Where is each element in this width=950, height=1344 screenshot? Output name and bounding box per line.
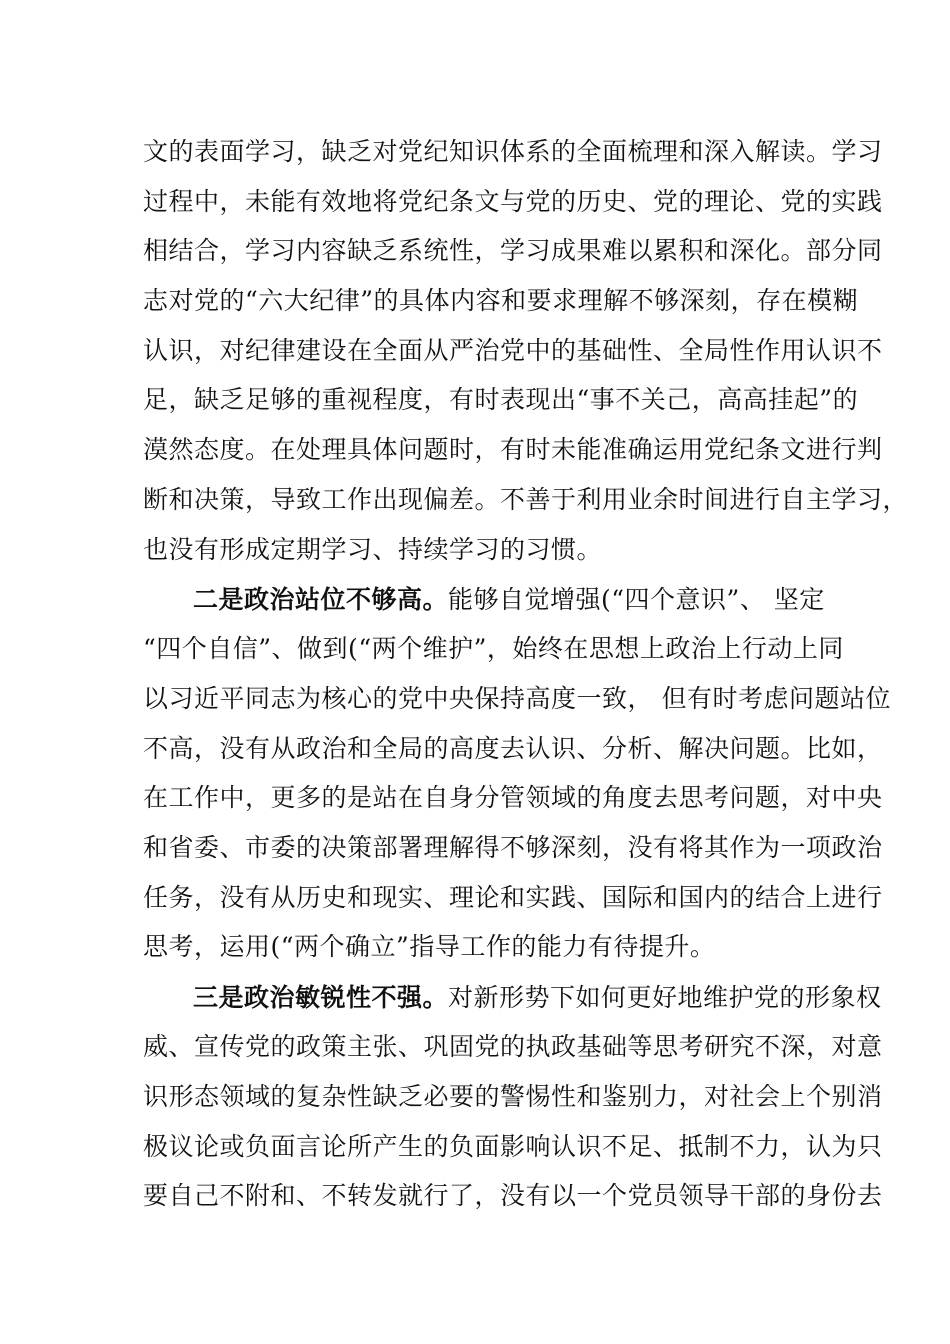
paragraph-2-line-4: 不高，没有从政治和全局的高度去认识、分析、解决问题。比如， xyxy=(143,734,883,763)
paragraph-3-line-4: 极议论或负面言论所产生的负面影响认识不足、抵制不力，认为只 xyxy=(143,1132,883,1161)
paragraph-1-line-3: 相结合，学习内容缺乏系统性，学习成果难以累积和深化。部分同 xyxy=(143,236,883,265)
paragraph-2-line-6: 和省委、市委的决策部署理解得不够深刻，没有将其作为一项政治 xyxy=(143,833,883,862)
paragraph-2-first-line xyxy=(193,584,825,616)
paragraph-1-line-1: 文的表面学习，缺乏对党纪知识体系的全面梳理和深入解读。学习 xyxy=(143,137,883,166)
paragraph-3-line-2: 威、宣传党的政策主张、巩固党的执政基础等思考研究不深，对意 xyxy=(143,1032,883,1061)
paragraph-2-first-line-text: 能够自觉增强(“四个意识”、 坚定 xyxy=(448,585,825,614)
paragraph-3-first-line-text: 对新形势下如何更好地维护党的形象权 xyxy=(448,983,882,1012)
paragraph-1-line-5: 认识，对纪律建设在全面从严治党中的基础性、全局性作用认识不 xyxy=(143,336,883,365)
paragraph-1-line-9: 也没有形成定期学习、持续学习的习惯。 xyxy=(143,535,603,564)
paragraph-2-line-2: “四个自信”、做到(“两个维护”，始终在思想上政治上行动上同 xyxy=(143,634,844,663)
paragraph-3-first-line xyxy=(193,982,882,1014)
paragraph-1-line-2: 过程中，未能有效地将党纪条文与党的历史、党的理论、党的实践 xyxy=(143,187,883,216)
paragraph-1-line-7: 漠然态度。在处理具体问题时，有时未能准确运用党纪条文进行判 xyxy=(143,435,883,464)
paragraph-3-line-5: 要自己不附和、不转发就行了，没有以一个党员领导干部的身份去 xyxy=(143,1181,883,1210)
paragraph-1-line-4: 志对党的“六大纪律”的具体内容和要求理解不够深刻，存在模糊 xyxy=(143,286,859,315)
paragraph-2-heading: 二是政治站位不够高。 xyxy=(193,585,449,614)
paragraph-2-line-7: 任务，没有从历史和现实、理论和实践、国际和国内的结合上进行 xyxy=(143,883,883,912)
paragraph-3-line-3: 识形态领域的复杂性缺乏必要的警惕性和鉴别力，对社会上个别消 xyxy=(143,1082,883,1111)
paragraph-1-line-6: 足，缺乏足够的重视程度，有时表现出“事不关己，高高挂起”的 xyxy=(143,385,859,414)
paragraph-1-line-8: 断和决策，导致工作出现偏差。不善于利用业余时间进行自主学习， xyxy=(143,485,909,514)
paragraph-2-line-8: 思考，运用(“两个确立”指导工作的能力有待提升。 xyxy=(143,932,716,961)
paragraph-2-line-5: 在工作中，更多的是站在自身分管领域的角度去思考问题，对中央 xyxy=(143,783,883,812)
paragraph-2-line-3: 以习近平同志为核心的党中央保持高度一致， 但有时考虑问题站位 xyxy=(143,684,891,713)
paragraph-3-heading: 三是政治敏锐性不强。 xyxy=(193,983,449,1012)
